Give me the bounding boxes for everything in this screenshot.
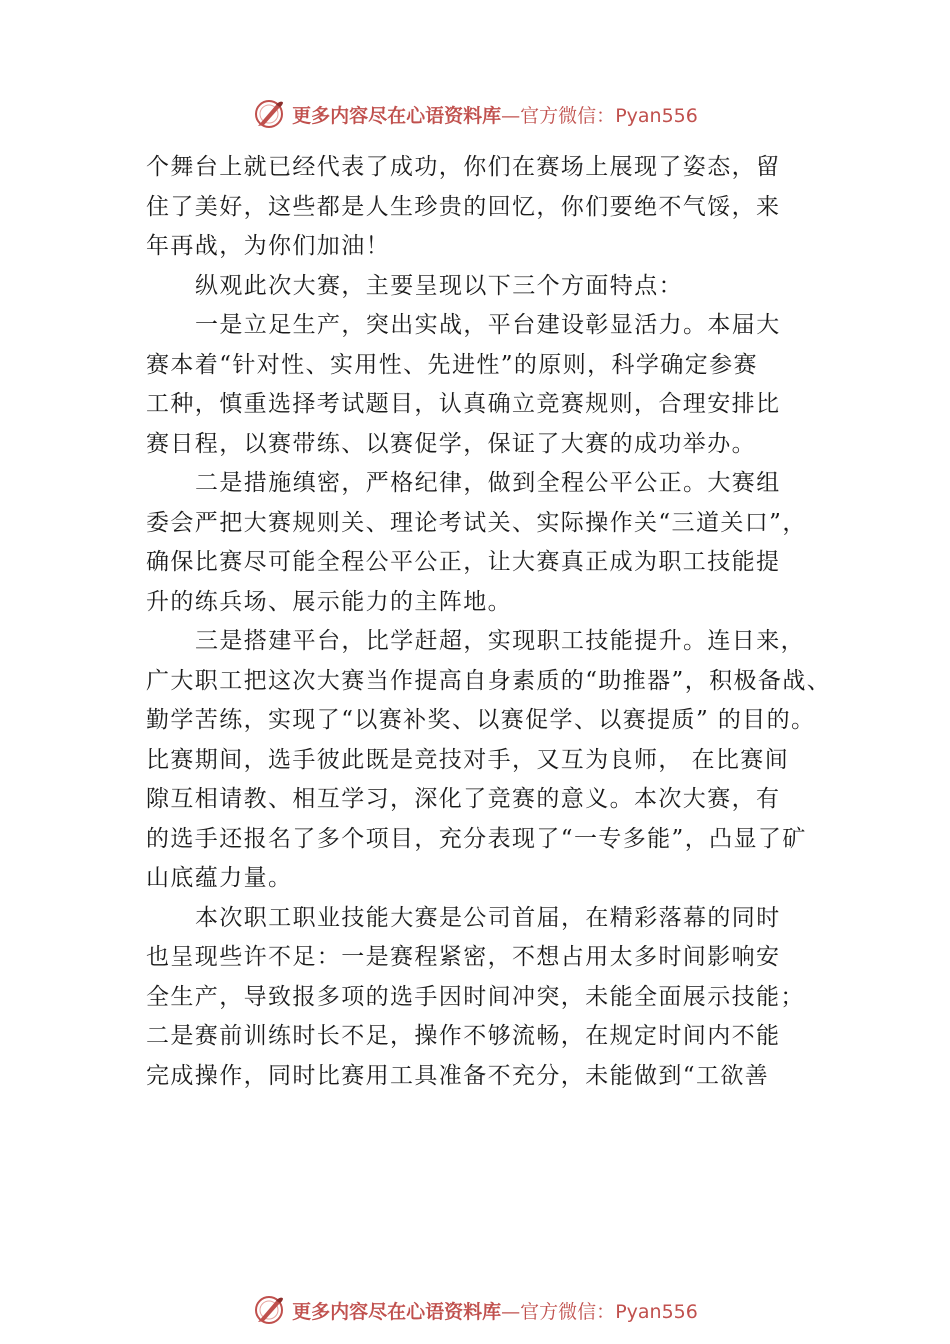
text-line: 的选手还报名了多个项目，充分表现了“一专多能”，凸显了矿 <box>146 825 807 852</box>
footer-banner <box>0 1290 950 1330</box>
text-line: 升的练兵场、展示能力的主阵地。 <box>146 588 512 615</box>
text-line: 广大职工把这次大赛当作提高自身素质的“助推器”，积极备战、 <box>146 667 832 694</box>
banner-text <box>292 101 698 128</box>
banner-wechat-label: 官方微信： <box>520 1300 616 1323</box>
text-line: 三是搭建平台，比学赶超，实现职工技能提升。连日来， <box>195 628 805 654</box>
banner-wechat-label: 官方微信： <box>520 104 616 127</box>
banner-account: Pyan556 <box>615 1300 698 1323</box>
text-line: 个舞台上就已经代表了成功，你们在赛场上展现了姿态，留 <box>146 154 781 180</box>
text-line: 勤学苦练，实现了“以赛补奖、以赛促学、以赛提质” 的目的。 <box>146 707 816 733</box>
banner-account: Pyan556 <box>615 104 698 127</box>
text-line: 完成操作，同时比赛用工具准备不充分，未能做到“工欲善 <box>146 1062 770 1089</box>
text-line: 工种，慎重选择考试题目，认真确立竞赛规则，合理安排比 <box>146 391 781 417</box>
quill-pen-logo-icon <box>252 97 286 131</box>
text-line: 全生产，导致报多项的选手因时间冲突，未能全面展示技能； <box>146 983 805 1010</box>
text-line: 二是赛前训练时长不足，操作不够流畅，在规定时间内不能 <box>146 1023 781 1049</box>
text-line: 隙互相请教、相互学习，深化了竞赛的意义。本次大赛，有 <box>146 786 781 812</box>
text-line: 年再战，为你们加油！ <box>146 233 390 259</box>
banner-separator: — <box>501 104 521 127</box>
text-line: 山底蕴力量。 <box>146 865 293 891</box>
quill-pen-logo-icon <box>252 1293 286 1327</box>
banner-separator: — <box>501 1300 521 1323</box>
text-line: 住了美好，这些都是人生珍贵的回忆，你们要绝不气馁，来 <box>146 193 781 220</box>
text-line: 二是措施缜密，严格纪律，做到全程公平公正。大赛组 <box>195 470 781 496</box>
text-line: 一是立足生产，突出实战，平台建设彰显活力。本届大 <box>195 312 781 338</box>
banner-title: 更多内容尽在心语资料库 <box>292 1300 502 1323</box>
header-banner <box>0 94 950 134</box>
document-body <box>146 148 846 1096</box>
text-line: 赛日程，以赛带练、以赛促学，保证了大赛的成功举办。 <box>146 430 756 457</box>
text-line: 确保比赛尽可能全程公平公正，让大赛真正成为职工技能提 <box>146 549 781 575</box>
text-line: 纵观此次大赛，主要呈现以下三个方面特点： <box>195 272 683 299</box>
banner-title: 更多内容尽在心语资料库 <box>292 104 502 127</box>
text-line: 比赛期间，选手彼此既是竞技对手，又互为良师， 在比赛间 <box>146 746 790 773</box>
text-line: 委会严把大赛规则关、理论考试关、实际操作关“三道关口”， <box>146 509 807 536</box>
text-line: 也呈现些许不足：一是赛程紧密，不想占用太多时间影响安 <box>146 944 781 970</box>
text-line: 本次职工职业技能大赛是公司首届，在精彩落幕的同时 <box>195 904 781 931</box>
banner-text <box>292 1297 698 1324</box>
text-line: 赛本着“针对性、实用性、先进性”的原则，科学确定参赛 <box>146 351 758 378</box>
